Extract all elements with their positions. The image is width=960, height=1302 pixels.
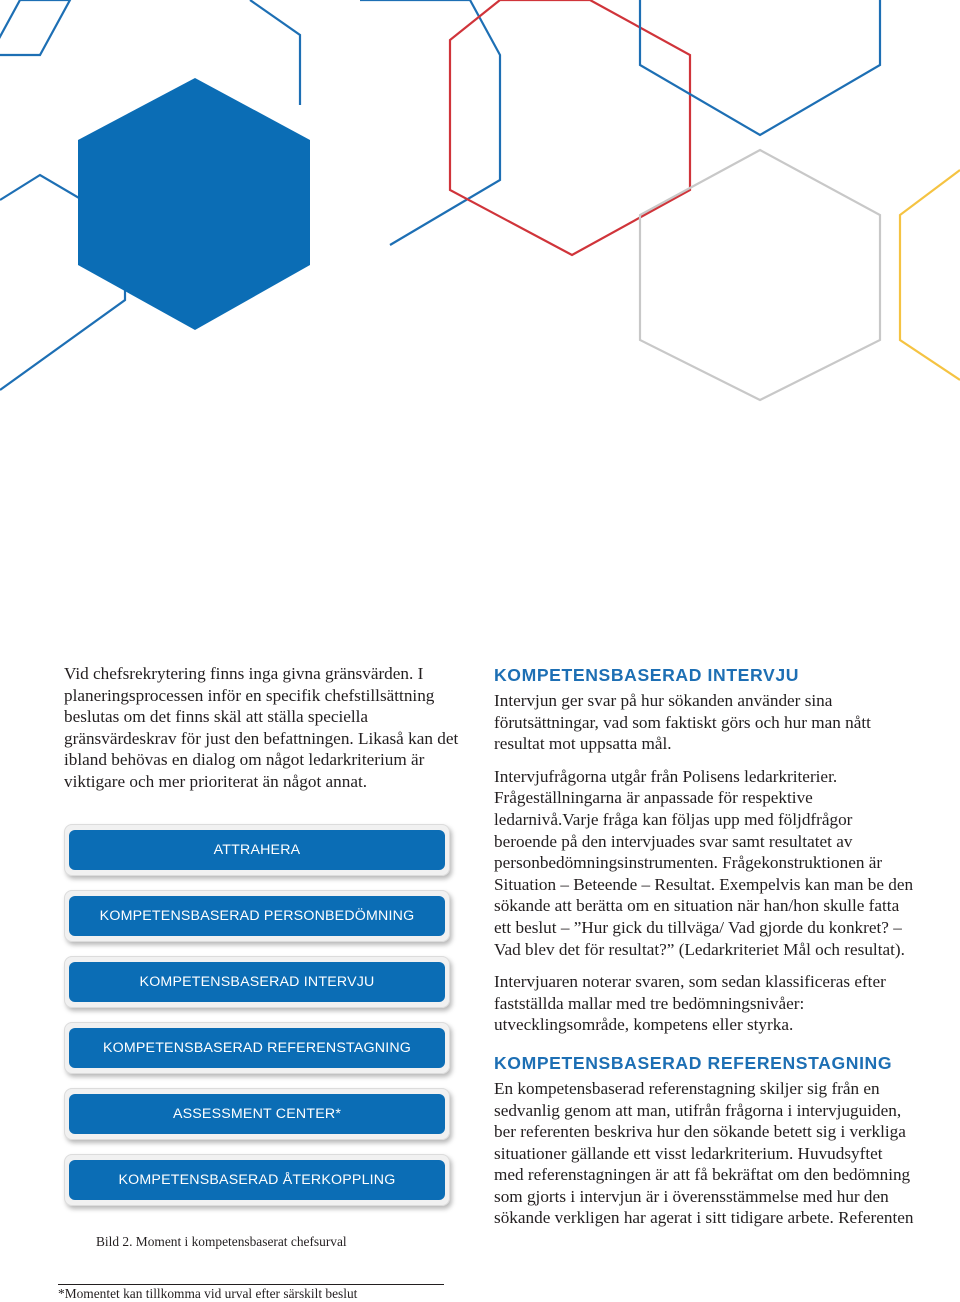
referens-paragraph-1: En kompetensbaserad referenstagning skiljer sig från en sedvanlig genom att man, utifrån frågorna i intervjuguiden, ber referenten beskriva hur den sökande betett sig i verkliga situationer gällande ett visst ledarkriterium. Huvudsyftet med referenstagningen är att få bekräftat om den bedömning som gjorts i intervjun är i överensstämmelse med hur den sökande verkligen har agerat i sitt tidigare arbete. Referenten: [494, 1078, 914, 1228]
hexagon-outline-top-center: [250, 0, 300, 105]
stage-bar: [69, 896, 445, 936]
stage-label: KOMPETENSBASERAD INTERVJU: [139, 974, 375, 990]
hexagon-outline-top-left: [0, 0, 70, 55]
stage-bar: [69, 1160, 445, 1200]
intro-paragraph: Vid chefsrekrytering finns inga givna gränsvärden. I planeringsprocessen inför en specifik chefstillsättning beslutas om det finns skäl att ställa speciella gränsvärdeskrav för just den befattningen. Likaså kan det ibland behövas en dialog om något ledarkriterium är viktigare och mer prioriterat än något annat.: [64, 664, 459, 791]
left-column: [64, 663, 464, 793]
intervju-paragraph-2: Intervjufrågorna utgår från Polisens ledarkriterier. Frågeställningarna är anpassade för respektive ledarnivå.Varje fråga kan följas upp med följdfrågor beroende på den intervjuades svar samt resultatet av personbedömningsinstrumenten. Frågekonstruktionen är Situation – Beteende – Resultat. Exempelvis kan man be den sökande att berätta om en situation när han/hon skulle fatta ett beslut – ”Hur gick du tillväga/ Vad gjorde du konkret? – Vad blev det för resultat?” (Ledarkriteriet Mål och resultat).: [494, 766, 914, 959]
stage-label: KOMPETENSBASERAD ÅTERKOPPLING: [118, 1172, 396, 1188]
stage-intervju: [64, 956, 450, 1008]
footnote-divider: [58, 1284, 444, 1285]
hexagon-outline-gray: [640, 150, 880, 400]
stage-label: ATTRAHERA: [213, 842, 301, 858]
stage-label: KOMPETENSBASERAD PERSONBEDÖMNING: [99, 908, 415, 924]
figure-caption: Bild 2. Moment i kompetensbaserat chefsurval: [96, 1234, 347, 1249]
intervju-paragraph-1: Intervjun ger svar på hur sökanden använder sina förutsättningar, vad som faktiskt görs och hur man nått resultat mot uppsatta mål.: [494, 691, 871, 754]
intervju-paragraph-3: Intervjuaren noterar svaren, som sedan klassificeras efter fastställda mallar med tre bedömningsnivåer: utvecklingsområde, kompetens eller styrka.: [494, 972, 886, 1035]
hexagon-outline-red-shape: [450, 0, 690, 255]
hexagon-filled-blue: [78, 78, 310, 330]
hexagon-outline-top-right: [640, 0, 880, 135]
stage-attrahera: [64, 824, 450, 876]
stage-bar: [69, 1028, 445, 1068]
stage-aterkoppling: [64, 1154, 450, 1206]
stage-bar: [69, 1094, 445, 1134]
heading-kompetensbaserad-intervju: KOMPETENSBASERAD INTERVJU: [494, 665, 800, 685]
stage-referenstagning: [64, 1022, 450, 1074]
hexagon-outline-yellow: [900, 170, 960, 380]
stage-assessment-center: [64, 1088, 450, 1140]
stage-label: ASSESSMENT CENTER*: [172, 1106, 342, 1122]
stage-bar: [69, 830, 445, 870]
stage-personbedomning: [64, 890, 450, 942]
right-column: [494, 664, 914, 1240]
hexagon-outline-top-center-b: [360, 0, 500, 245]
stage-diagram: [64, 824, 456, 1220]
stage-bar: [69, 962, 445, 1002]
heading-kompetensbaserad-referenstagning: KOMPETENSBASERAD REFERENSTAGNING: [494, 1052, 893, 1073]
stage-label: KOMPETENSBASERAD REFERENSTAGNING: [102, 1040, 412, 1056]
footnote: *Momentet kan tillkomma vid urval efter särskilt beslut: [58, 1286, 358, 1301]
